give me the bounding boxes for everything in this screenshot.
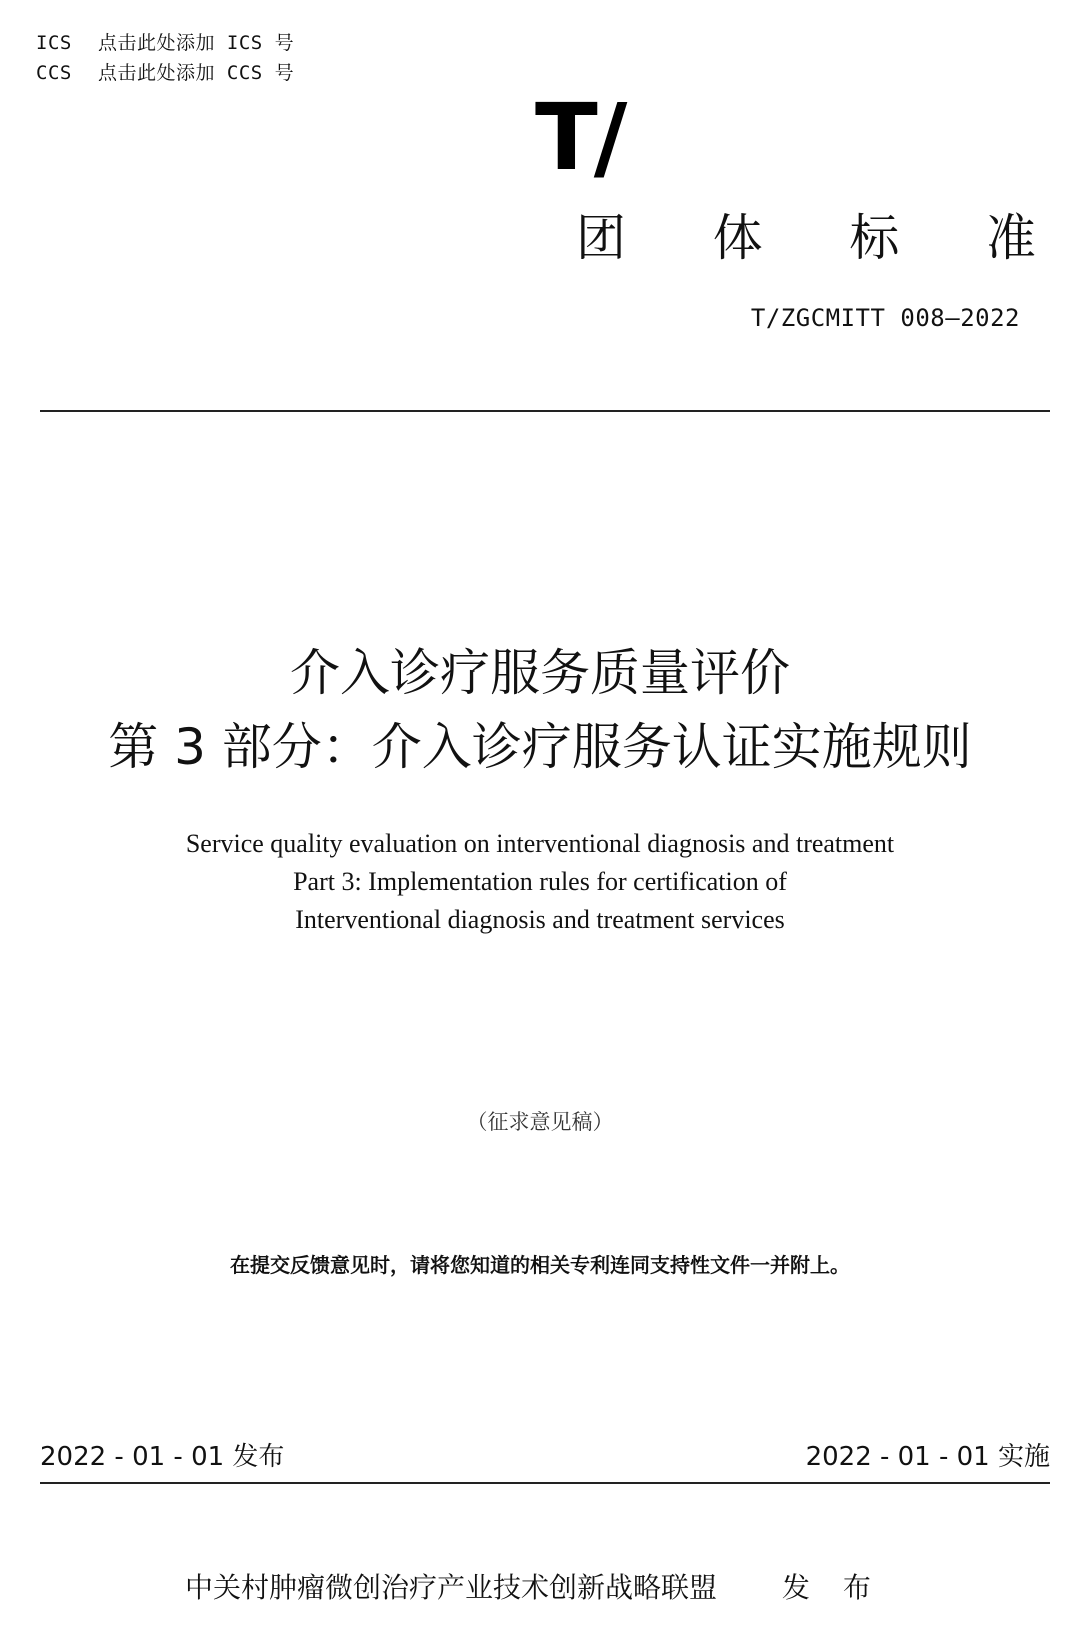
ccs-line — [36, 58, 294, 85]
standard-type-char: 标 — [849, 209, 900, 267]
ccs-label: CCS — [36, 62, 72, 84]
publisher-org: 中关村肿瘤微创治疗产业技术创新战略联盟 — [185, 1571, 718, 1604]
standard-type-char: 体 — [712, 209, 763, 267]
standard-logo: T/ — [535, 84, 624, 191]
ics-label: ICS — [36, 32, 72, 54]
title-cn-line2: 第 3 部分：介入诊疗服务认证实施规则 — [108, 718, 972, 776]
publisher-action: 发 布 — [781, 1571, 883, 1604]
feedback-note: 在提交反馈意见时，请将您知道的相关专利连同支持性文件一并附上。 — [230, 1253, 850, 1277]
title-en-line3: Interventional diagnosis and treatment services — [295, 905, 785, 934]
standard-type — [576, 208, 1036, 268]
bottom-divider — [40, 1482, 1050, 1484]
standard-type-char: 团 — [576, 209, 626, 267]
ics-line — [36, 28, 294, 55]
publish-date: 2022 - 01 - 01 发布 — [40, 1442, 285, 1472]
standard-code: T/ZGCMITT 008—2022 — [750, 304, 1020, 332]
standard-type-char: 准 — [985, 209, 1036, 267]
ccs-value[interactable]: 点击此处添加 CCS 号 — [97, 62, 295, 84]
title-en-line1: Service quality evaluation on interventional diagnosis and treatment — [185, 829, 895, 858]
ics-value[interactable]: 点击此处添加 ICS 号 — [97, 32, 295, 54]
title-en-line2: Part 3: Implementation rules for certification of — [293, 867, 787, 896]
draft-note: （征求意见稿） — [466, 1110, 614, 1134]
top-divider — [40, 410, 1050, 412]
publisher-line — [185, 1566, 883, 1606]
title-cn-line1: 介入诊疗服务质量评价 — [290, 644, 790, 702]
implement-date: 2022 - 01 - 01 实施 — [805, 1442, 1050, 1472]
